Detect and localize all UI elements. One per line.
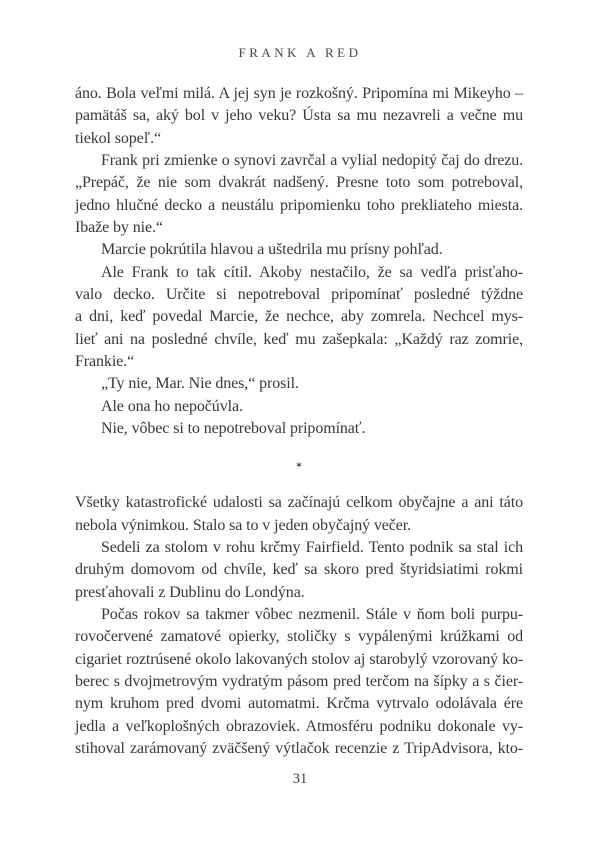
text-line: Sedeli za stolom v rohu krčmy Fairfield. Tento podnik sa stal ich	[101, 538, 523, 556]
text-line: Ibaže by nie.“	[75, 218, 163, 236]
text-line: jedno hlučné decko a neustálu pripomienku toho prekliateho miesta.	[75, 196, 523, 214]
text-line: berec s dvojmetrovým vydratým pásom pred terčom na šípky a s čier-	[75, 672, 523, 690]
section-2	[75, 492, 523, 760]
text-line: druhým domovom od chvíle, keď sa skoro pred štyridsiatimi rokmi	[75, 561, 523, 579]
text-line: cigariet roztrúsené okolo lakovaných stolov aj starobylý vzorovaný ko-	[75, 650, 523, 668]
text-line: Počas rokov sa takmer vôbec nezmenil. Stále v ňom boli purpu-	[101, 605, 523, 623]
text-line: jedla a veľkoplošných obrazoviek. Atmosféru podniku dokonale vy-	[75, 717, 523, 735]
text-line: áno. Bola veľmi milá. A jej syn je rozkošný. Pripomína mi Mikeyho –	[75, 85, 523, 102]
text-line: „Ty nie, Mar. Nie dnes,“ prosil.	[101, 375, 299, 393]
running-header: FRANK A RED	[238, 45, 362, 60]
text-line: stihoval zarámovaný zväčšený výtlačok recenzie z TripAdvisora, kto-	[75, 739, 523, 757]
text-line: nebola výnimkou. Stalo sa to v jeden obyčajný večer.	[75, 516, 412, 534]
text-line: presťahovali z Dublinu do Londýna.	[75, 583, 305, 601]
text-line: Všetky katastrofické udalosti sa začínajú celkom obyčajne a ani táto	[75, 494, 523, 512]
text-line: tiekol sopeľ.“	[75, 129, 161, 147]
text-line: Ale Frank to tak cítil. Akoby nestačilo, že sa vedľa prisťaho-	[101, 263, 523, 281]
section-1	[75, 83, 523, 440]
text-line: lieť ani na posledné chvíle, keď mu zašepkala: „Každý raz zomrie,	[75, 330, 523, 348]
page-number: 31	[292, 771, 308, 787]
text-line: rovočervené zamatové opierky, stoličky s vypálenými krúžkami od	[75, 628, 523, 646]
text-line: a dni, keď povedal Marcie, že nechce, aby zomrela. Nechcel mys-	[75, 308, 523, 326]
text-line: Ale ona ho nepočúvla.	[101, 397, 243, 415]
text-line: nym kruhom pred dvomi automatmi. Krčma vytrvalo odolávala ére	[75, 695, 523, 713]
body-text	[75, 83, 523, 760]
text-line: Frankie.“	[75, 352, 135, 370]
text-line: Frank pri zmienke o synovi zavrčal a vylial nedopitý čaj do drezu.	[101, 151, 523, 169]
scene-break-star-icon: ✶	[295, 461, 303, 472]
text-line: Marcie pokrútila hlavou a uštedrila mu prísny pohľad.	[101, 241, 443, 259]
text-line: valo decko. Určite si nepotreboval pripomínať posledné týždne	[75, 285, 523, 303]
text-line: „Prepáč, že nie som dvakrát nadšený. Presne toto som potreboval,	[75, 174, 523, 192]
text-line: Nie, vôbec si to nepotreboval pripomínať.	[101, 419, 366, 437]
text-line: pamätáš sa, aký bol v jeho veku? Ústa sa mu nezavreli a večne mu	[75, 107, 523, 125]
